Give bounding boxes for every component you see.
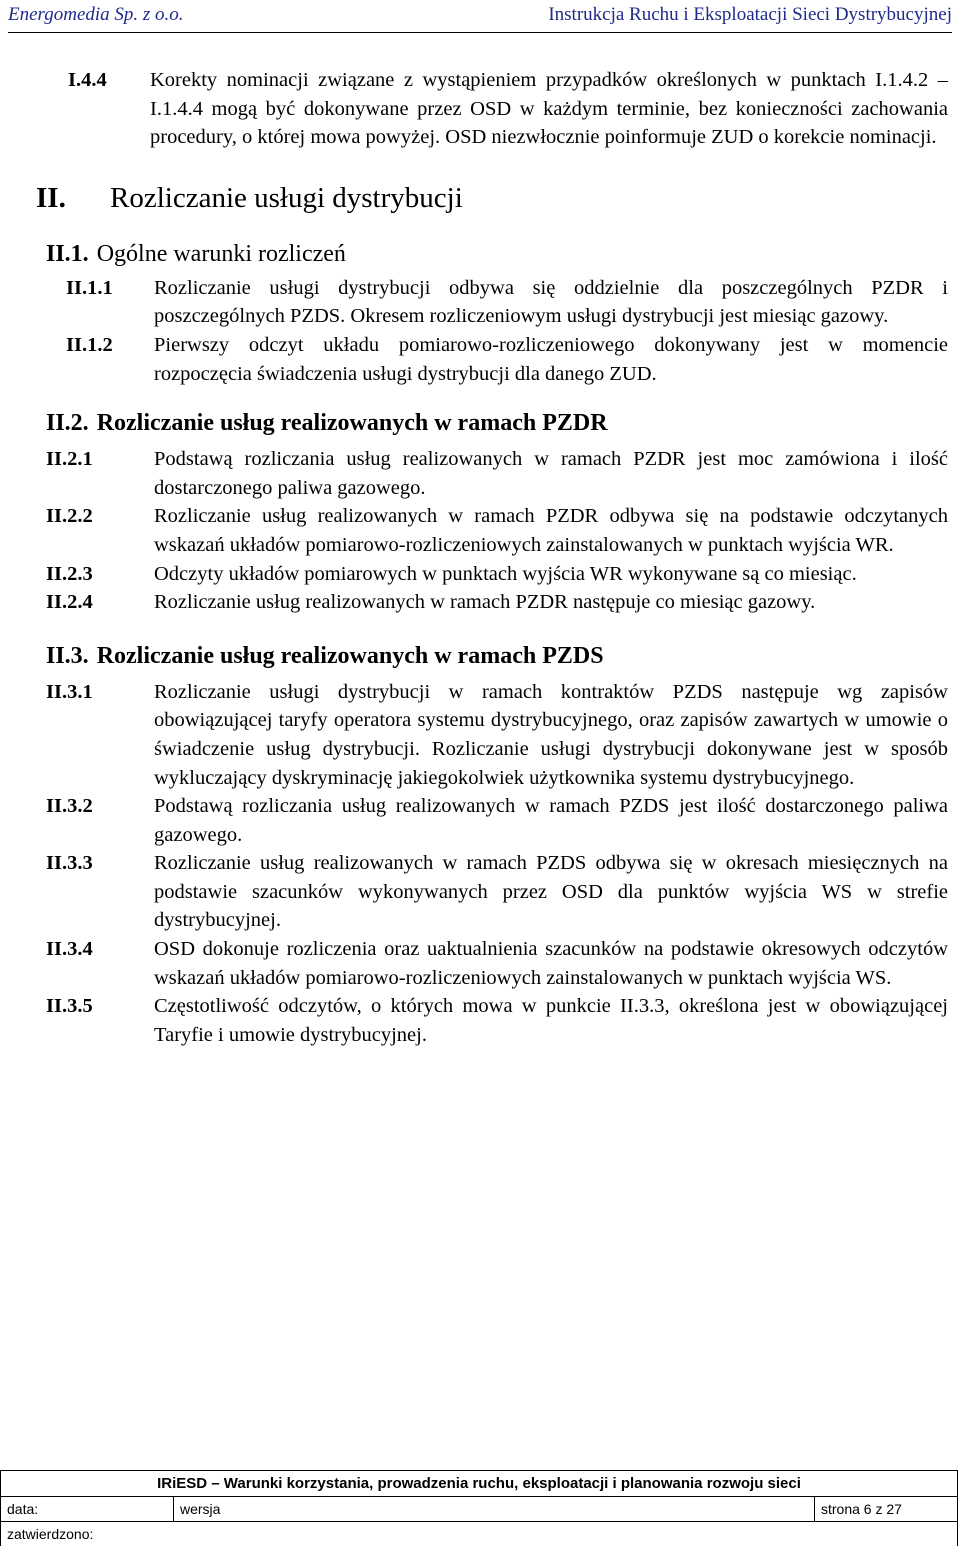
- item-text: Rozliczanie usługi dystrybucji odbywa się oddzielnie dla poszczególnych PZDR i poszczególnych PZDS. Okresem rozliczeniowym usługi dystrybucji jest miesiąc gazowy.: [154, 276, 948, 328]
- item-text: Rozliczanie usług realizowanych w ramach PZDR odbywa się na podstawie odczytanych wskazań układów pomiarowo-rozliczeniowych zainstalowanych w punktach wyjścia WR.: [154, 505, 948, 556]
- footer-page-number: strona 6 z 27: [815, 1497, 958, 1522]
- item: [66, 331, 948, 388]
- item-number: II.3.3: [46, 852, 93, 875]
- subsection-title: Rozliczanie usług realizowanych w ramach PZDS: [96, 642, 604, 669]
- item: [46, 560, 948, 589]
- item-text: Rozliczanie usług realizowanych w ramach PZDR następuje co miesiąc gazowy.: [154, 591, 816, 614]
- company-name: Energomedia Sp. z o.o.: [8, 4, 184, 25]
- item-text: Częstotliwość odczytów, o których mowa w punkcie II.3.3, określona jest w obowiązującej Taryfie i umowie dystrybucyjnej.: [154, 995, 948, 1046]
- item-number: II.3.2: [46, 795, 93, 818]
- document-body: [36, 66, 948, 1049]
- item-number: II.2.3: [46, 562, 93, 585]
- item: [46, 792, 948, 849]
- chapter-heading: [36, 182, 948, 215]
- footer-approved-label: zatwierdzono:: [1, 1522, 958, 1546]
- chapter-number: II.: [36, 181, 66, 214]
- item: [46, 992, 948, 1049]
- item-text: Odczyty układów pomiarowych w punktach wyjścia WR wykonywane są co miesiąc.: [154, 562, 857, 585]
- subsection-title: Rozliczanie usług realizowanych w ramach PZDR: [96, 410, 608, 437]
- item-text: Rozliczanie usług realizowanych w ramach PZDS odbywa się w okresach miesięcznych na podstawie szacunków wykonywanych przez OSD dla punktów wyjścia WS w strefie dystrybucyjnej.: [154, 852, 948, 932]
- document-title: Instrukcja Ruchu i Eksploatacji Sieci Dystrybucyjnej: [548, 4, 952, 25]
- item-number: II.1.1: [66, 276, 113, 299]
- subsection-number: II.3.: [46, 642, 89, 669]
- subsection-heading: [46, 643, 948, 670]
- item-number: II.3.4: [46, 938, 93, 961]
- item-text: Podstawą rozliczania usług realizowanych w ramach PZDR jest moc zamówiona i ilość dostarczonego paliwa gazowego.: [154, 448, 948, 499]
- item-number: II.1.2: [66, 333, 113, 356]
- item-number: II.3.1: [46, 680, 93, 703]
- item: [46, 935, 948, 992]
- footer-table: [0, 1470, 958, 1546]
- page-footer: [0, 1470, 960, 1546]
- item-text: OSD dokonuje rozliczenia oraz uaktualnienia szacunków na podstawie okresowych odczytów wskazań układów pomiarowo-rozliczeniowych zainstalowanych w punktach wyjścia WS.: [154, 938, 948, 989]
- item: [46, 445, 948, 502]
- subsection-items: [46, 678, 948, 1050]
- item-text: Rozliczanie usługi dystrybucji w ramach kontraktów PZDS następuje wg zapisów obowiązującej taryfy operatora systemu dystrybucyjnego, oraz zapisów zawartych w umowie o świadczenie usług dystrybucji. Rozliczanie usługi dystrybucji dokonywane jest w sposób wykluczający dyskryminację jakiegokolwiek użytkownika systemu dystrybucyjnego.: [154, 680, 948, 789]
- chapter-title: Rozliczanie usługi dystrybucji: [110, 181, 463, 214]
- subsection-number: II.2.: [46, 410, 89, 437]
- item-text: Pierwszy odczyt układu pomiarowo-rozliczeniowego dokonywany jest w momencie rozpoczęcia świadczenia usługi dystrybucji dla danego ZUD.: [154, 333, 948, 385]
- subsection-title: Ogólne warunki rozliczeń: [96, 240, 346, 267]
- section-text: Korekty nominacji związane z wystąpieniem przypadków określonych w punktach I.1.4.2 –I.1.4.4 mogą być dokonywane przez OSD w każdym terminie, bez konieczności zachowania procedury, o której mowa powyżej. OSD niezwłocznie poinformuje ZUD o korekcie nominacji.: [150, 69, 948, 149]
- subsection-heading: [46, 410, 948, 437]
- item-number: II.3.5: [46, 995, 93, 1018]
- subsection-number: II.1.: [46, 240, 89, 267]
- item: [46, 849, 948, 935]
- subsection-items: [66, 274, 948, 388]
- item-number: II.2.4: [46, 591, 93, 614]
- item: [46, 502, 948, 559]
- item: [66, 274, 948, 331]
- item: [46, 678, 948, 792]
- item: [46, 588, 948, 617]
- footer-date-label: data:: [1, 1497, 174, 1522]
- footer-title: IRiESD – Warunki korzystania, prowadzenia ruchu, eksploatacji i planowania rozwoju sieci: [1, 1471, 958, 1497]
- subsection-heading: [46, 241, 948, 268]
- item-number: II.2.2: [46, 505, 93, 528]
- section-number: I.4.4: [68, 69, 107, 91]
- item-number: II.2.1: [46, 448, 93, 471]
- subsection-items: [46, 445, 948, 617]
- item-text: Podstawą rozliczania usług realizowanych w ramach PZDS jest ilość dostarczonego paliwa gazowego.: [154, 795, 948, 846]
- page-header: [8, 0, 952, 33]
- footer-version-label: wersja: [174, 1497, 815, 1522]
- section-I44: [68, 66, 948, 152]
